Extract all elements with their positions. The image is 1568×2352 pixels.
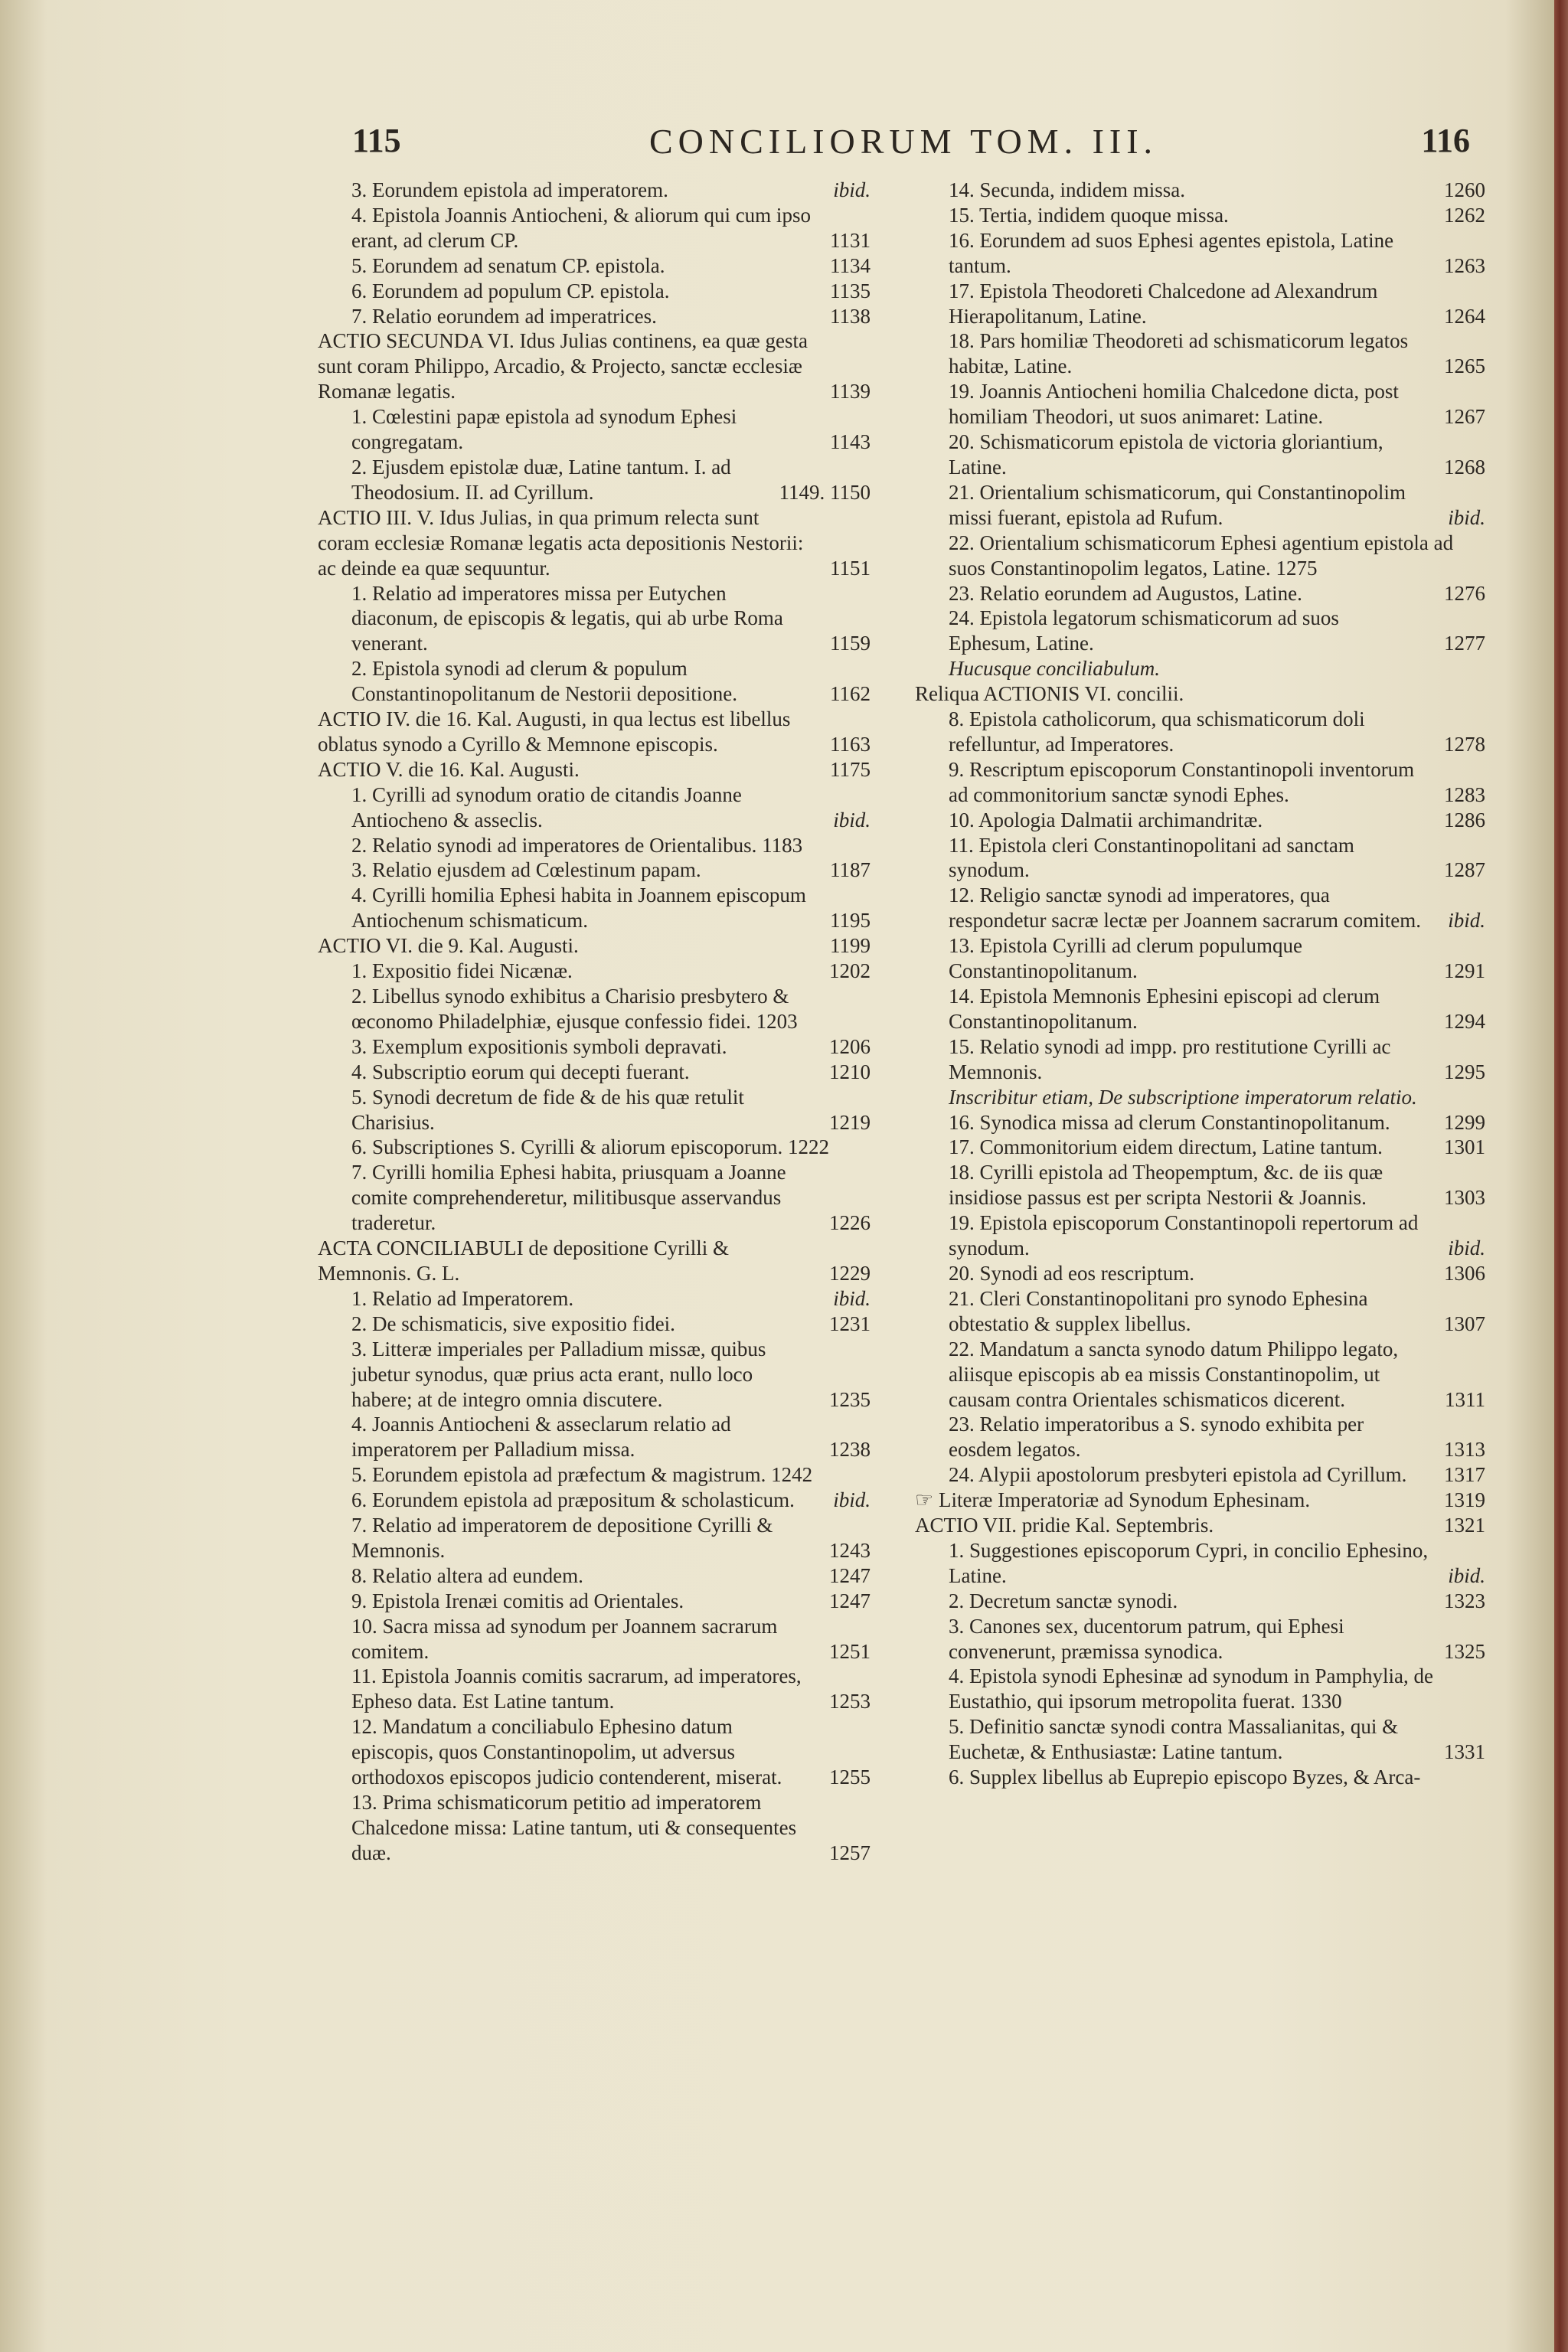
entry-page-number: 1277 (1444, 632, 1485, 655)
index-entry (915, 1337, 1485, 1413)
index-entry (318, 1135, 871, 1160)
entry-text: 7. Relatio eorundem ad imperatrices. (351, 304, 657, 328)
entry-text: 12. Religio sanctæ synodi ad imperatores, qua respondetur sacræ lectæ per Joannem sacrarum comitem. (949, 884, 1422, 933)
entry-text: 17. Epistola Theodoreti Chalcedone ad Alexandrum Hierapolitanum, Latine. (949, 279, 1378, 328)
entry-text: 18. Cyrilli epistola ad Theopemptum, &c. de iis quæ insidiose passus est per scripta Nestorii & Joannis. (949, 1161, 1383, 1210)
index-entry (915, 1765, 1485, 1790)
entry-page-number: ibid. (1448, 909, 1485, 933)
entry-text: 2. Epistola synodi ad clerum & populum Constantinopolitanum de Nestorii depositione. (351, 657, 737, 706)
index-entry (318, 1614, 871, 1664)
index-entry (915, 379, 1485, 430)
index-entry (318, 959, 871, 984)
entry-page-number: 1162 (830, 682, 871, 706)
index-entry (318, 1236, 871, 1286)
entry-text: 24. Epistola legatorum schismaticorum ad suos Ephesum, Latine. (949, 606, 1339, 655)
entry-text: 4. Epistola Joannis Antiocheni, & aliorum qui cum ipso erant, ad clerum CP. (351, 203, 811, 252)
index-entry (318, 304, 871, 329)
entry-text: 11. Epistola cleri Constantinopolitani ad sanctam synodum. (949, 833, 1354, 882)
entry-text: ACTIO VII. pridie Kal. Septembris. (915, 1514, 1214, 1537)
entry-page-number: 1187 (830, 858, 871, 882)
entry-page-number: 1175 (830, 757, 871, 781)
page-number-right: 116 (1421, 122, 1470, 159)
entry-text: 2. De schismaticis, sive expositio fidei. (351, 1312, 675, 1335)
entry-text: 9. Epistola Irenæi comitis ad Orientales. (351, 1589, 684, 1612)
entry-text: 4. Joannis Antiocheni & asseclarum relatio ad imperatorem per Palladium missa. (351, 1413, 731, 1462)
index-entry (318, 1412, 871, 1462)
index-entry (318, 203, 871, 253)
index-entry (915, 1412, 1485, 1462)
entry-page-number: 1135 (830, 279, 871, 302)
entry-text: 1. Cœlestini papæ epistola ad synodum Ephesi congregatam. (351, 405, 737, 454)
entry-page-number: ibid. (833, 178, 871, 201)
entry-text: 21. Orientalium schismaticorum, qui Constantinopolim missi fuerant, epistola ad Rufum. (949, 480, 1406, 529)
index-entry (318, 1790, 871, 1866)
entry-text: ACTIO VI. die 9. Kal. Augusti. (318, 934, 579, 958)
running-header (337, 121, 1470, 182)
right-column (915, 178, 1485, 1790)
entry-page-number: 1243 (829, 1538, 871, 1562)
entry-text: 12. Mandatum a conciliabulo Ephesino datum episcopis, quos Constantinopolim, ut adversus orthodoxos episcopos judicio contenderent, miserat. (351, 1715, 782, 1789)
entry-page-number: 1264 (1444, 304, 1485, 328)
entry-text: ACTIO SECUNDA VI. Idus Julias continens, ea quæ gesta sunt coram Philippo, Arcadio, & Projecto, sanctæ ecclesiæ Romanæ legatis. (318, 329, 808, 403)
entry-text: 13. Prima schismaticorum petitio ad imperatorem Chalcedone missa: Latine tantum, uti & consequentes duæ. (351, 1791, 797, 1864)
index-entry (318, 1034, 871, 1060)
entry-page-number: ibid. (833, 1286, 871, 1310)
entry-text: 6. Eorundem ad populum CP. epistola. (351, 279, 670, 302)
index-entry (915, 430, 1485, 480)
entry-page-number: ibid. (833, 1488, 871, 1512)
entry-text: 5. Eorundem epistola ad præfectum & magistrum. 1242 (351, 1463, 813, 1487)
left-column (318, 178, 871, 1866)
entry-text: 5. Synodi decretum de fide & de his quæ retulit Charisius. (351, 1085, 744, 1134)
index-entry (915, 1714, 1485, 1765)
entry-page-number: 1257 (829, 1841, 871, 1864)
index-entry (318, 455, 871, 505)
entry-text: 1. Relatio ad imperatores missa per Eutychen diaconum, de episcopis & legatis, qui ab urbe Roma venerant. (351, 581, 783, 655)
entry-page-number: 1311 (1445, 1387, 1485, 1411)
entry-text: 3. Eorundem epistola ad imperatorem. (351, 178, 668, 201)
index-entry (915, 757, 1485, 808)
entry-page-number: 1321 (1444, 1514, 1485, 1537)
index-entry (318, 1160, 871, 1236)
entry-page-number: 1199 (830, 934, 871, 958)
entry-page-number: 1307 (1444, 1312, 1485, 1335)
book-binding-edge (1554, 0, 1568, 2352)
entry-text: 15. Relatio synodi ad impp. pro restitutione Cyrilli ac Memnonis. (949, 1034, 1391, 1083)
entry-text: 8. Epistola catholicorum, qua schismaticorum doli refelluntur, ad Imperatores. (949, 707, 1365, 756)
index-entry (318, 1060, 871, 1085)
entry-text: 19. Epistola episcoporum Constantinopoli repertorum ad synodum. (949, 1211, 1419, 1260)
entry-text: 14. Secunda, indidem missa. (949, 178, 1185, 201)
running-title: CONCILIORUM TOM. III. (648, 122, 1158, 161)
entry-page-number: 1134 (830, 253, 871, 277)
index-entry (318, 1085, 871, 1135)
index-entry (318, 178, 871, 203)
index-entry (915, 178, 1485, 203)
entry-page-number: 1306 (1444, 1261, 1485, 1285)
entry-text: 17. Commonitorium eidem directum, Latine tantum. (949, 1135, 1383, 1159)
index-entry (915, 933, 1485, 984)
entry-page-number: 1131 (830, 228, 871, 252)
index-entry (915, 480, 1485, 531)
index-entry (915, 1513, 1485, 1538)
entry-page-number: 1210 (829, 1060, 871, 1083)
index-entry (318, 279, 871, 304)
index-entry (915, 808, 1485, 833)
index-entry (915, 656, 1485, 681)
index-entry (318, 1312, 871, 1337)
entry-text: 3. Litteræ imperiales per Palladium missæ, quibus jubetur synodus, quæ prius acta erant, nullo loco habere; at de integro omnia discutere. (351, 1337, 766, 1411)
index-entry (318, 883, 871, 933)
entry-text: 4. Epistola synodi Ephesinæ ad synodum in Pamphylia, de Eustathio, qui ipsorum metropolita fuerat. 1330 (949, 1664, 1433, 1713)
entry-text: 19. Joannis Antiocheni homilia Chalcedone dicta, post homiliam Theodori, ut suos animaret: Latine. (949, 380, 1399, 429)
entry-page-number: 1238 (829, 1438, 871, 1462)
entry-text: 18. Pars homiliæ Theodoreti ad schismaticorum legatos habitæ, Latine. (949, 329, 1409, 378)
index-entry (915, 883, 1485, 933)
entry-text: 3. Relatio ejusdem ad Cœlestinum papam. (351, 858, 701, 882)
entry-page-number: 1313 (1444, 1438, 1485, 1462)
entry-text: ACTA CONCILIABULI de depositione Cyrilli & Memnonis. G. L. (318, 1236, 730, 1285)
entry-text: 24. Alypii apostolorum presbyteri epistola ad Cyrillum. (949, 1463, 1407, 1487)
entry-text: 14. Epistola Memnonis Ephesini episcopi ad clerum Constantinopolitanum. (949, 985, 1380, 1033)
index-entry (915, 328, 1485, 379)
entry-page-number: 1267 (1444, 405, 1485, 429)
entry-page-number: 1151 (830, 556, 871, 580)
entry-text: ACTIO IV. die 16. Kal. Augusti, in qua lectus est libellus oblatus synodo a Cyrillo & Memnone episcopis. (318, 707, 791, 756)
index-entry (915, 1538, 1485, 1589)
entry-page-number: 1317 (1444, 1463, 1485, 1487)
entry-page-number: 1294 (1444, 1009, 1485, 1033)
entry-text: 1. Suggestiones episcoporum Cypri, in concilio Ephesino, Latine. (949, 1538, 1429, 1587)
index-entry (318, 933, 871, 959)
entry-page-number: 1303 (1444, 1186, 1485, 1210)
entry-page-number: 1251 (829, 1639, 871, 1663)
index-entry (915, 833, 1485, 884)
index-entry (318, 1462, 871, 1488)
entry-page-number: 1143 (830, 430, 871, 454)
entry-page-number: 1276 (1444, 581, 1485, 605)
entry-text: 11. Epistola Joannis comitis sacrarum, ad imperatores, Epheso data. Est Latine tantum. (351, 1664, 802, 1713)
entry-page-number: 1139 (830, 380, 871, 403)
entry-text: 6. Supplex libellus ab Euprepio episcopo Byzes, & Arca- (949, 1766, 1421, 1789)
index-entry (915, 1286, 1485, 1337)
index-entry (915, 1261, 1485, 1286)
index-entry (318, 1337, 871, 1413)
index-entry (915, 531, 1485, 581)
entry-page-number: 1138 (830, 304, 871, 328)
index-entry (318, 984, 871, 1034)
entry-text: Hucusque conciliabulum. (949, 657, 1160, 681)
entry-page-number: 1268 (1444, 455, 1485, 479)
entry-page-number: 1202 (829, 959, 871, 983)
index-entry (915, 581, 1485, 606)
entry-text: 6. Eorundem epistola ad præpositum & scholasticum. (351, 1488, 795, 1512)
index-entry (915, 1110, 1485, 1135)
entry-page-number: 1206 (829, 1034, 871, 1058)
index-entry (915, 228, 1485, 279)
entry-text: Inscribitur etiam, De subscriptione imperatorum relatio. (949, 1085, 1417, 1109)
entry-page-number: 1301 (1444, 1135, 1485, 1159)
index-entry (318, 328, 871, 404)
entry-page-number: 1286 (1444, 808, 1485, 831)
entry-text: 20. Synodi ad eos rescriptum. (949, 1261, 1194, 1285)
index-entry (318, 707, 871, 757)
entry-text: 16. Synodica missa ad clerum Constantinopolitanum. (949, 1110, 1390, 1134)
entry-page-number: 1278 (1444, 732, 1485, 756)
entry-page-number: 1226 (829, 1211, 871, 1235)
index-entry (318, 581, 871, 657)
index-entry (318, 656, 871, 707)
entry-page-number: 1229 (829, 1261, 871, 1285)
index-entry (915, 1664, 1485, 1714)
entry-text: 16. Eorundem ad suos Ephesi agentes epistola, Latine tantum. (949, 228, 1394, 277)
index-entry (318, 1488, 871, 1513)
entry-page-number: 1262 (1444, 203, 1485, 227)
index-entry (318, 404, 871, 455)
entry-text: 4. Cyrilli homilia Ephesi habita in Joannem episcopum Antiochenum schismaticum. (351, 884, 806, 933)
entry-text: 4. Subscriptio eorum qui decepti fuerant. (351, 1060, 690, 1083)
entry-text: 10. Apologia Dalmatii archimandritæ. (949, 808, 1263, 831)
entry-page-number: 1287 (1444, 858, 1485, 882)
entry-page-number: 1247 (829, 1563, 871, 1587)
entry-page-number: ibid. (1448, 1563, 1485, 1587)
entry-page-number: 1319 (1444, 1488, 1485, 1512)
entry-text: 21. Cleri Constantinopolitani pro synodo Ephesina obtestatio & supplex libellus. (949, 1286, 1368, 1335)
index-entry (318, 858, 871, 883)
entry-text: 1. Relatio ad Imperatorem. (351, 1286, 574, 1310)
entry-text: ACTIO V. die 16. Kal. Augusti. (318, 757, 580, 781)
index-entry (915, 707, 1485, 757)
entry-text: 2. Relatio synodi ad imperatores de Orientalibus. 1183 (351, 833, 803, 857)
index-entry (915, 279, 1485, 329)
entry-page-number: 1299 (1444, 1110, 1485, 1134)
entry-page-number: 1231 (829, 1312, 871, 1335)
entry-text: 2. Ejusdem epistolæ duæ, Latine tantum. I. ad Theodosium. II. ad Cyrillum. (351, 455, 731, 504)
entry-page-number: 1291 (1444, 959, 1485, 983)
index-entry (318, 1513, 871, 1563)
index-entry (915, 984, 1485, 1034)
entry-text: ☞ Literæ Imperatoriæ ad Synodum Ephesinam. (915, 1488, 1311, 1512)
entry-page-number: 1331 (1444, 1740, 1485, 1764)
entry-page-number: ibid. (1448, 505, 1485, 529)
entry-page-number: 1235 (829, 1387, 871, 1411)
entry-text: 1. Cyrilli ad synodum oratio de citandis Joanne Antiocheno & asseclis. (351, 782, 742, 831)
entry-text: 13. Epistola Cyrilli ad clerum populumque Constantinopolitanum. (949, 934, 1302, 983)
entry-page-number: 1195 (830, 909, 871, 933)
entry-text: 22. Orientalium schismaticorum Ephesi agentium epistola ad suos Constantinopolim legatos, Latine. 1275 (949, 531, 1454, 580)
entry-text: ACTIO III. V. Idus Julias, in qua primum relecta sunt coram ecclesiæ Romanæ legatis acta depositionis Nestorii: ac deinde ea quæ sequuntur. (318, 505, 804, 580)
entry-page-number: ibid. (1448, 1236, 1485, 1260)
entry-page-number: 1219 (829, 1110, 871, 1134)
index-entry (318, 505, 871, 581)
entry-text: 23. Relatio eorundem ad Augustos, Latine. (949, 581, 1302, 605)
index-entry (915, 681, 1485, 707)
entry-page-number: ibid. (833, 808, 871, 831)
entry-text: 5. Definitio sanctæ synodi contra Massalianitas, qui & Euchetæ, & Enthusiastæ: Latine tantum. (949, 1715, 1399, 1764)
entry-page-number: 1283 (1444, 782, 1485, 806)
index-entry (318, 1286, 871, 1312)
entry-text: 3. Exemplum expositionis symboli depravati. (351, 1034, 727, 1058)
entry-text: 7. Cyrilli homilia Ephesi habita, priusquam a Joanne comite comprehenderetur, militibusque asservandus traderetur. (351, 1161, 786, 1235)
index-entry (318, 833, 871, 858)
index-entry (915, 1210, 1485, 1261)
entry-text: 2. Decretum sanctæ synodi. (949, 1589, 1178, 1612)
entry-page-number: 1255 (829, 1766, 871, 1789)
index-entry (915, 1160, 1485, 1210)
index-entry (318, 1664, 871, 1714)
index-entry (915, 1135, 1485, 1160)
entry-text: 15. Tertia, indidem quoque missa. (949, 203, 1229, 227)
entry-page-number: 1323 (1444, 1589, 1485, 1612)
entry-text: 6. Subscriptiones S. Cyrilli & aliorum episcoporum. 1222 (351, 1135, 829, 1159)
index-entry (318, 1589, 871, 1614)
index-entry (318, 253, 871, 279)
entry-page-number: 1149. 1150 (779, 480, 871, 504)
entry-text: 22. Mandatum a sancta synodo datum Philippo legato, aliisque episcopis ab ea missis Constantinopolim, ut causam contra Orientales schismaticos dicerent. (949, 1337, 1399, 1411)
entry-text: 1. Expositio fidei Nicænæ. (351, 959, 573, 983)
entry-text: 10. Sacra missa ad synodum per Joannem sacrarum comitem. (351, 1614, 778, 1663)
entry-text: 7. Relatio ad imperatorem de depositione Cyrilli & Memnonis. (351, 1514, 773, 1562)
index-entry (915, 203, 1485, 228)
entry-text: 2. Libellus synodo exhibitus a Charisio presbytero & œconomo Philadelphiæ, ejusque confessio fidei. 1203 (351, 985, 798, 1033)
index-entry (915, 1614, 1485, 1664)
entry-text: Reliqua ACTIONIS VI. concilii. (915, 682, 1184, 706)
entry-text: 5. Eorundem ad senatum CP. epistola. (351, 253, 665, 277)
index-entry (915, 1462, 1485, 1488)
index-entry (318, 1714, 871, 1790)
entry-page-number: 1295 (1444, 1060, 1485, 1083)
index-entry (915, 1589, 1485, 1614)
entry-text: 23. Relatio imperatoribus a S. synodo exhibita per eosdem legatos. (949, 1413, 1364, 1462)
entry-text: 8. Relatio altera ad eundem. (351, 1563, 583, 1587)
entry-page-number: 1263 (1444, 253, 1485, 277)
entry-page-number: 1260 (1444, 178, 1485, 201)
entry-page-number: 1325 (1444, 1639, 1485, 1663)
entry-page-number: 1265 (1444, 354, 1485, 378)
entry-text: 20. Schismaticorum epistola de victoria gloriantium, Latine. (949, 430, 1383, 479)
entry-page-number: 1253 (829, 1690, 871, 1713)
index-entry (318, 757, 871, 782)
entry-text: 9. Rescriptum episcoporum Constantinopoli inventorum ad commonitorium sanctæ synodi Ephes. (949, 757, 1415, 806)
index-entry (915, 1034, 1485, 1085)
index-entry (318, 782, 871, 833)
entry-text: 3. Canones sex, ducentorum patrum, qui Ephesi convenerunt, præmissa synodica. (949, 1614, 1344, 1663)
index-entry (318, 1563, 871, 1589)
index-entry (915, 1488, 1485, 1513)
index-entry (915, 1085, 1485, 1110)
entry-page-number: 1247 (829, 1589, 871, 1612)
entry-page-number: 1163 (830, 732, 871, 756)
index-entry (915, 606, 1485, 656)
page-number-left: 115 (352, 122, 401, 159)
entry-page-number: 1159 (830, 632, 871, 655)
